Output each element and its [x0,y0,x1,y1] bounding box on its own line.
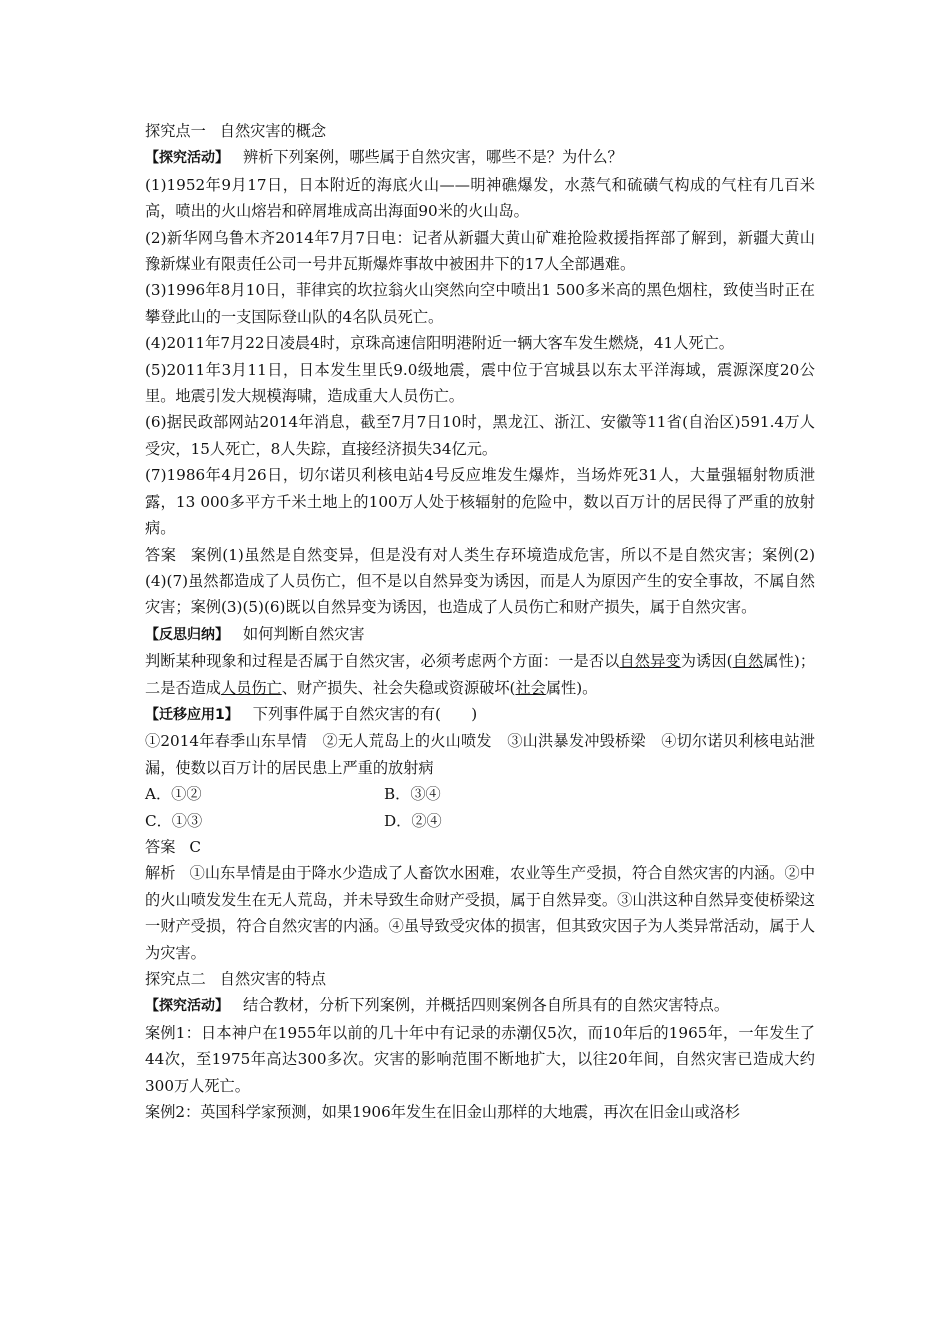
case-paragraph: (6)据民政部网站2014年消息，截至7月7日10时，黑龙江、浙江、安徽等11省(自治区)591.4万人受灾，15人死亡，8人失踪，直接经济损失34亿元。 [145,413,815,458]
case-paragraph: (7)1986年4月26日，切尔诺贝利核电站4号反应堆发生爆炸，当场炸死31人，大量强辐射物质泄露，13 000多平方千米土地上的100万人处于核辐射的危险中，数以百万计的居民得了严重的放射病。 [145,466,815,538]
analysis-paragraph: 解析 ①山东旱情是由于降水少造成了人畜饮水困难，农业等生产受损，符合自然灾害的内涵。②中的火山喷发发生在无人荒岛，并未导致生命财产受损，属于自然异变。③山洪这种自然异变使桥梁这一财产受损，符合自然灾害的内涵。④虽导致受灾体的损害，但其致灾因子为人类异常活动，属于人为灾害。 [145,864,816,962]
document-page [145,118,815,1125]
section-heading-2: 探究点二 自然灾害的特点 [145,970,327,988]
option-c: C．①③ [145,811,203,830]
options-row-1 [145,781,815,807]
case-paragraph: 案例2：英国科学家预测，如果1906年发生在旧金山那样的大地震，再次在旧金山或洛杉 [145,1103,741,1122]
question-stem: 【迁移应用1】 下列事件属于自然灾害的有( ) [145,704,478,723]
reflect-paragraph: 判断某种现象和过程是否属于自然灾害，必须考虑两个方面：一是否以自然异变为诱因(自然属性)；二是否造成人员伤亡、财产损失、社会失稳或资源破坏(社会属性)。 [145,652,816,697]
options-row-2 [145,808,815,834]
question-items: ①2014年春季山东旱情 ②无人荒岛上的火山喷发 ③山洪暴发冲毁桥梁 ④切尔诺贝利核电站泄漏，使数以百万计的居民患上严重的放射病 [145,732,815,777]
activity-prompt-2: 【探究活动】 结合教材，分析下列案例，并概括四则案例各自所具有的自然灾害特点。 [145,996,729,1015]
case-paragraph: (4)2011年7月22日凌晨4时，京珠高速信阳明港附近一辆大客车发生燃烧，41人死亡。 [145,334,734,353]
option-b: B．③④ [384,785,441,804]
question-tag: 【迁移应用1】 [145,706,239,723]
case-paragraph: 案例1：日本神户在1955年以前的几十年中有记录的赤潮仅5次，而10年后的1965年，一年发生了44次，至1975年高达300多次。灾害的影响范围不断地扩大，以往20年间，自然灾害已造成大约300万人死亡。 [145,1023,815,1095]
answer-paragraph-1: 答案 案例(1)虽然是自然变异，但是没有对人类生存环境造成危害，所以不是自然灾害；案例(2)(4)(7)虽然都造成了人员伤亡，但不是以自然异变为诱因，而是人为原因产生的安全事故，不属自然灾害；案例(3)(5)(6)既以自然异变为诱因，也造成了人员伤亡和财产损失，属于自然灾害。 [145,545,816,617]
option-a: A．①② [145,785,202,804]
activity-prompt-1: 【探究活动】 辨析下列案例，哪些属于自然灾害，哪些不是？为什么？ [145,148,623,167]
section-heading-1: 探究点一 自然灾害的概念 [145,122,327,140]
option-d: D．②④ [384,811,442,830]
reflect-heading: 【反思归纳】 如何判断自然灾害 [145,624,365,643]
case-paragraph: (3)1996年8月10日，菲律宾的坎拉翁火山突然向空中喷出1 500多米高的黑色烟柱，致使当时正在攀登此山的一支国际登山队的4名队员死亡。 [145,281,815,326]
case-paragraph: (5)2011年3月11日，日本发生里氏9.0级地震，震中位于宫城县以东太平洋海域，震源深度20公里。地震引发大规模海啸，造成重大人员伤亡。 [145,360,815,406]
activity-tag: 【探究活动】 [145,998,229,1015]
answer-paragraph-2: 答案 C [145,837,201,856]
case-paragraph: (2)新华网乌鲁木齐2014年7月7日电：记者从新疆大黄山矿难抢险救援指挥部了解到，新疆大黄山豫新煤业有限责任公司一号井瓦斯爆炸事故中被困井下的17人全部遇难。 [145,228,815,274]
case-paragraph: (1)1952年9月17日，日本附近的海底火山——明神礁爆发，水蒸气和硫磺气构成的气柱有几百米高，喷出的火山熔岩和碎屑堆成高出海面90米的火山岛。 [145,175,815,221]
activity-tag: 【探究活动】 [145,150,229,167]
reflect-tag: 【反思归纳】 [145,626,229,643]
